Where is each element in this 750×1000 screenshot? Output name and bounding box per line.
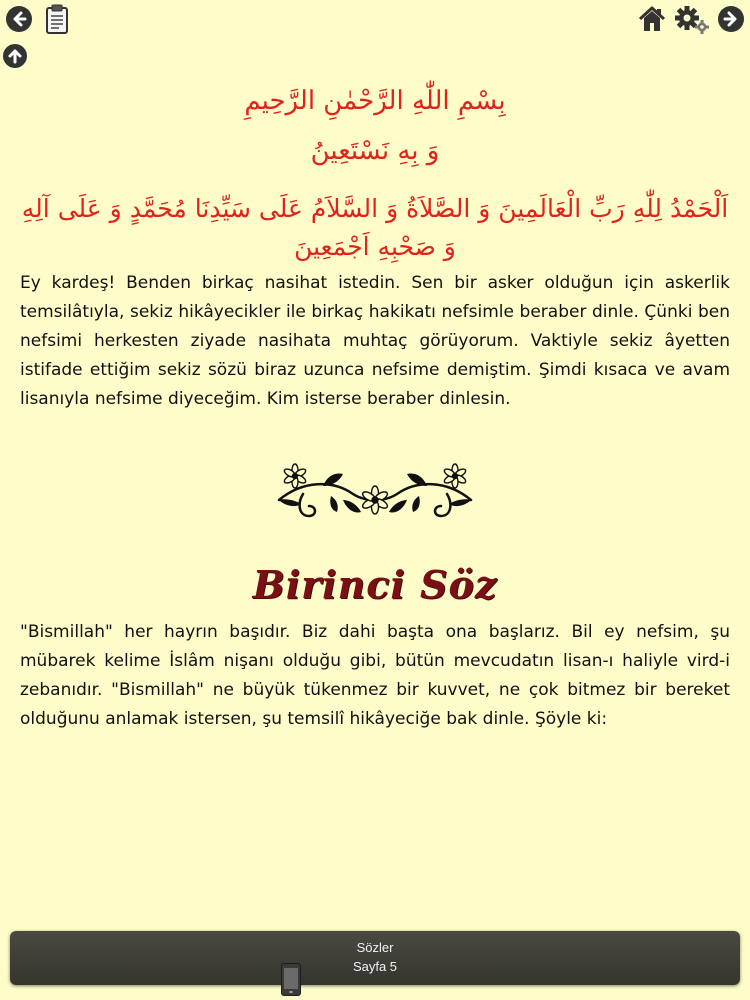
- arrow-up-icon: [7, 48, 23, 64]
- clipboard-icon: [45, 19, 69, 38]
- notes-button[interactable]: [45, 4, 69, 34]
- device-orientation-icon[interactable]: [281, 963, 301, 996]
- book-title: Sözler: [356, 940, 394, 955]
- home-icon: [638, 18, 666, 37]
- bottom-bar: [10, 931, 740, 985]
- gear-icon: [674, 20, 710, 39]
- arabic-istiane: وَ بِهِ نَسْتَعِينُ: [310, 136, 440, 166]
- arrow-left-icon: [10, 10, 28, 28]
- page-indicator: Sayfa 5: [352, 959, 398, 974]
- settings-button[interactable]: [674, 5, 710, 35]
- home-button[interactable]: [638, 5, 666, 33]
- arabic-hamd: اَلْحَمْدُ لِلّٰهِ رَبِّ الْعَالَمِينَ وَ الصَّلاَةُ وَ السَّلاَمُ عَلَى سَيِّدِنَا مُحَمَّدٍ وَ عَلَى آلِهِ وَ صَحْبِهِ اَجْمَعِينَ: [21, 194, 729, 261]
- back-button[interactable]: [6, 6, 32, 32]
- section-paragraph: "Bismillah" her hayrın başıdır. Biz dahi başta ona başlarız. Bil ey nefsim, şu mübarek kelime İslâm nişanı olduğu gibi, bütün mevcudatın lisan-ı haliyle vird-i zebanıdır. "Bismillah" ne büyük tükenmez bir kuvvet, ne çok bitmez bir bereket olduğunu anlamak istersen, şu temsilî hikâyeciğe bak dinle. Şöyle ki:: [20, 622, 730, 729]
- arabic-basmala: بِسْمِ اللّٰهِ الرَّحْمٰنِ الرَّحِيمِ: [244, 86, 506, 116]
- forward-button[interactable]: [718, 6, 744, 32]
- floral-ornament: [273, 460, 477, 534]
- section-title: Birinci Söz: [252, 562, 498, 607]
- intro-paragraph: Ey kardeş! Benden birkaç nasihat istedin. Sen bir asker olduğun için askerlik temsilâtıyla, sekiz hikâyecikler ile birkaç hakikatı nefsimle beraber dinle. Çünki ben nefsimi herkesten ziyade nasihata muhtaç görüyorum. Vaktiyle sekiz âyetten istifade ettiğim sekiz sözü biraz uzunca nefsime demiştim. Şimdi kısaca ve avam lisanıyla nefsime diyeceğim. Kim isterse beraber dinlesin.: [20, 273, 730, 409]
- arrow-right-icon: [722, 10, 740, 28]
- scroll-up-button[interactable]: [3, 44, 27, 68]
